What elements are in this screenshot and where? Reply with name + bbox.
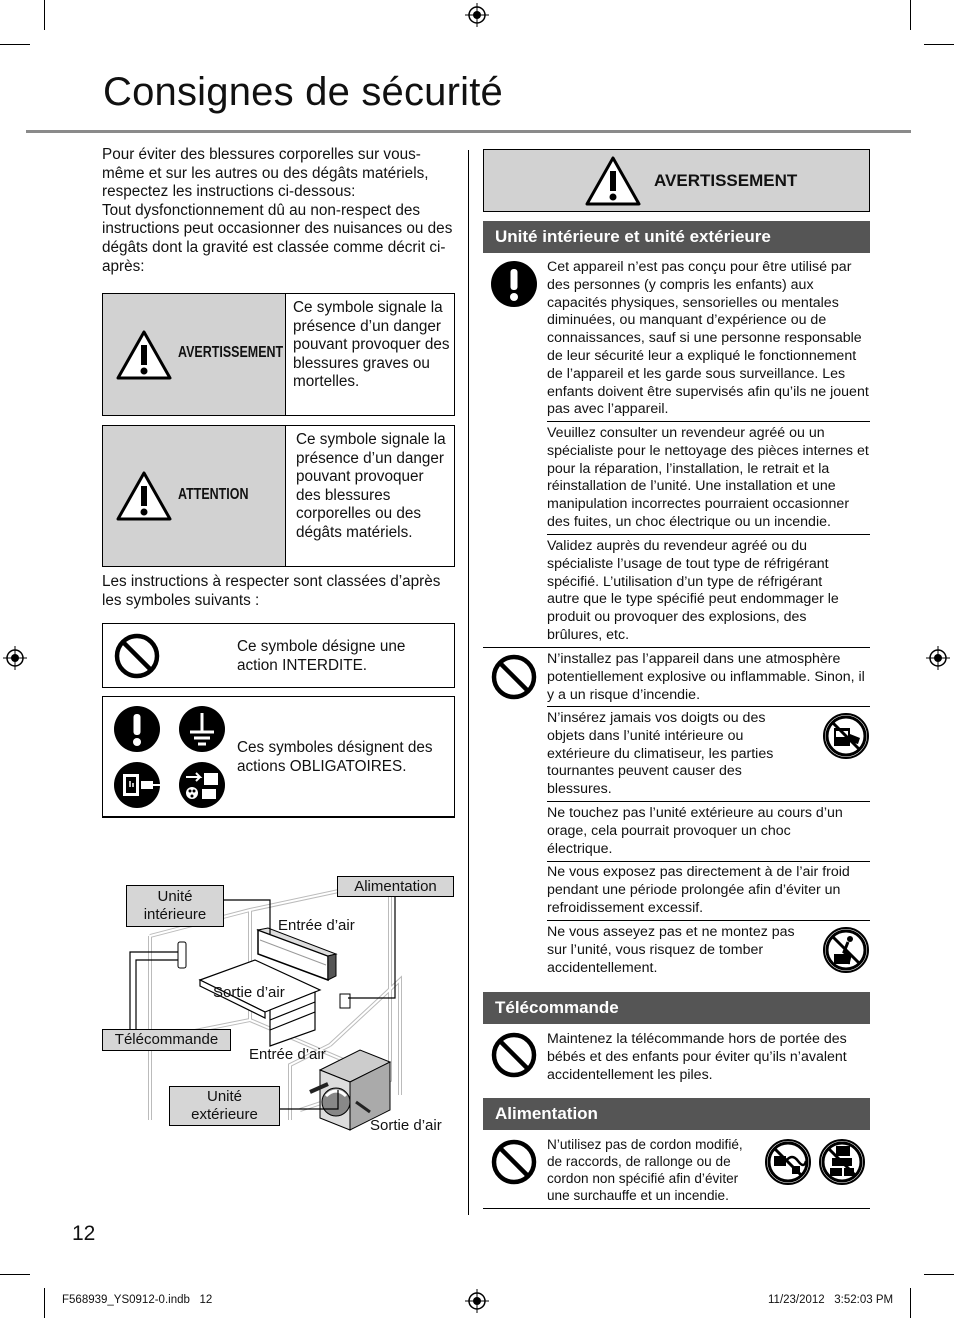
footer-timestamp: 11/23/2012 3:52:03 PM xyxy=(768,1294,894,1306)
power-label: Alimentation xyxy=(337,876,454,897)
item-separator xyxy=(547,920,870,921)
intro-text-1: Pour éviter des blessures corporelles sur vous-même et sur les autres ou des dégâts matériels, respectez les instructions ci-dessous: xyxy=(102,146,429,201)
warning-header-box xyxy=(483,149,870,212)
prohibited-icon xyxy=(113,632,161,680)
warning-legend-box xyxy=(102,293,455,416)
prohibited-icon xyxy=(490,1031,538,1079)
crop-mark xyxy=(924,1274,954,1275)
registration-mark-icon xyxy=(3,646,27,670)
title-rule xyxy=(26,130,911,133)
warning-header-label: AVERTISSEMENT xyxy=(654,171,798,190)
intro-text-2: Tout dysfonctionnement dû au non-respect des instructions peut occasionner des nuisances ou des dégâts dont la gravité est classée comme décrit ci-après: xyxy=(102,201,453,275)
safety-item-3: Validez auprès du revendeur agréé ou du spécialiste l’usage de tout type de réfrigérant spécifié. L’utilisation d’un type de réfrigérant autre que le type spécifié peut endommager le produit ou provoquer des explosions, des brûlures, etc. xyxy=(547,538,839,643)
safety-item-1: Cet appareil n’est pas conçu pour être utilisé par des personnes (y compris les enfants) aux capacités physiques, sensorielles ou mentales diminuées, ou manquant d’expérience ou de connaissances, sauf si une personne responsable de leur sécurité leur a expliqué le fonctionnement de l’appareil et les garde sous surveillance. Les enfants doivent être supervisés afin qu’ils ne jouent pas avec l’appareil. xyxy=(547,259,869,418)
crop-mark xyxy=(44,1288,45,1318)
unplug-plug-icon xyxy=(178,761,226,809)
no-extension-cord-icon xyxy=(818,1138,866,1186)
mandatory-legend-box xyxy=(102,696,455,818)
registration-mark-icon xyxy=(465,3,489,27)
column-divider xyxy=(468,150,469,1215)
item-separator xyxy=(483,647,870,648)
safety-item-9: Maintenez la télécommande hors de portée des bébés et des enfants pour éviter qu’ils n’avalent accidentellement les piles. xyxy=(547,1031,847,1083)
warning-legend-cell xyxy=(103,294,286,415)
prohibited-icon xyxy=(490,653,538,701)
safety-item-10: N’utilisez pas de cordon modifié, de raccords, de rallonge ou de cordon non spécifié afin d’éviter une surchauffe et un incendie. xyxy=(547,1137,743,1203)
forbidden-legend-box xyxy=(102,623,455,688)
section-title-remote: Télécommande xyxy=(483,992,870,1024)
crop-mark xyxy=(0,1274,30,1275)
section-title-power: Alimentation xyxy=(483,1098,870,1130)
item-separator xyxy=(547,534,870,535)
remote-label: Télécommande xyxy=(102,1029,231,1051)
crop-mark xyxy=(924,44,954,45)
warning-label: AVERTISSEMENT xyxy=(178,344,284,361)
caution-triangle-icon xyxy=(115,470,173,522)
no-modified-cord-icon xyxy=(764,1138,812,1186)
intro-paragraph xyxy=(102,146,458,276)
indoor-unit-label: Unité intérieure xyxy=(126,885,224,927)
outdoor-unit-label: Unité extérieure xyxy=(169,1086,280,1126)
safety-item-6: Ne touchez pas l’unité extérieure au cours d’un orage, cela pourrait provoquer un choc électrique. xyxy=(547,805,843,857)
caution-legend-box xyxy=(102,425,455,567)
item-separator xyxy=(547,861,870,862)
forbidden-description: Ce symbole désigne une action INTERDITE. xyxy=(237,638,406,674)
item-separator xyxy=(483,1208,870,1209)
mandatory-exclamation-icon xyxy=(490,260,538,308)
warning-triangle-icon xyxy=(115,329,173,381)
air-intake-label-2: Entrée d’air xyxy=(249,1046,326,1063)
safety-item-4: N’installez pas l’appareil dans une atmosphère potentiellement explosive ou inflammable. Sinon, il y a un risque d’incendie. xyxy=(547,651,865,703)
caution-legend-cell xyxy=(103,426,286,566)
no-climbing-icon xyxy=(822,926,870,974)
registration-mark-icon xyxy=(926,646,950,670)
unplug-socket-icon xyxy=(113,761,161,809)
ground-earth-icon xyxy=(178,705,226,753)
mandatory-exclamation-icon xyxy=(113,705,161,753)
page-title: Consignes de sécurité xyxy=(103,70,503,114)
registration-mark-icon xyxy=(465,1289,489,1313)
caution-label: ATTENTION xyxy=(178,486,249,503)
footer-file-info: F568939_YS0912-0.indb 12 xyxy=(62,1294,213,1306)
item-separator xyxy=(547,706,870,707)
no-fingers-icon xyxy=(822,712,870,760)
page-number: 12 xyxy=(72,1222,96,1245)
section-title-units: Unité intérieure et unité extérieure xyxy=(483,221,870,253)
crop-mark xyxy=(910,1288,911,1318)
warning-triangle-icon xyxy=(584,155,642,207)
caution-description: Ce symbole signale la présence d’un danger pouvant provoquer des blessures corporelles ou des dégâts matériels. xyxy=(296,431,446,541)
mandatory-description: Ces symboles désignent des actions OBLIGATOIRES. xyxy=(237,739,433,775)
crop-mark xyxy=(44,0,45,30)
safety-item-7: Ne vous exposez pas directement à de l’air froid pendant une période prolongée afin d’éviter un refroidissement excessif. xyxy=(547,864,850,916)
symbols-intro: Les instructions à respecter sont classées d’après les symboles suivants : xyxy=(102,573,441,609)
prohibited-icon xyxy=(490,1138,538,1186)
item-separator xyxy=(547,801,870,802)
item-separator xyxy=(547,421,870,422)
safety-item-2: Veuillez consulter un revendeur agréé ou un spécialiste pour le nettoyage des pièces internes et pour la réparation, l’installation, le retrait et la réinstallation de l’unité. Une installation et une manipulation incorrectes pourraient occasionner des fuites, un choc électrique ou un incendie. xyxy=(547,425,869,530)
warning-description: Ce symbole signale la présence d’un danger pouvant provoquer des blessures graves ou mortelles. xyxy=(293,299,450,391)
safety-item-5: N’insérez jamais vos doigts ou des objets dans l’unité intérieure ou extérieure du climatiseur, les parties tournantes peuvent causer des blessures. xyxy=(547,710,774,798)
crop-mark xyxy=(0,44,30,45)
crop-mark xyxy=(910,0,911,30)
air-outlet-label-2: Sortie d’air xyxy=(370,1117,442,1134)
air-outlet-label-1: Sortie d’air xyxy=(213,984,285,1001)
safety-item-8: Ne vous asseyez pas et ne montez pas sur l’unité, vous risquez de tomber accidentellement. xyxy=(547,924,795,976)
air-intake-label-1: Entrée d’air xyxy=(278,917,355,934)
